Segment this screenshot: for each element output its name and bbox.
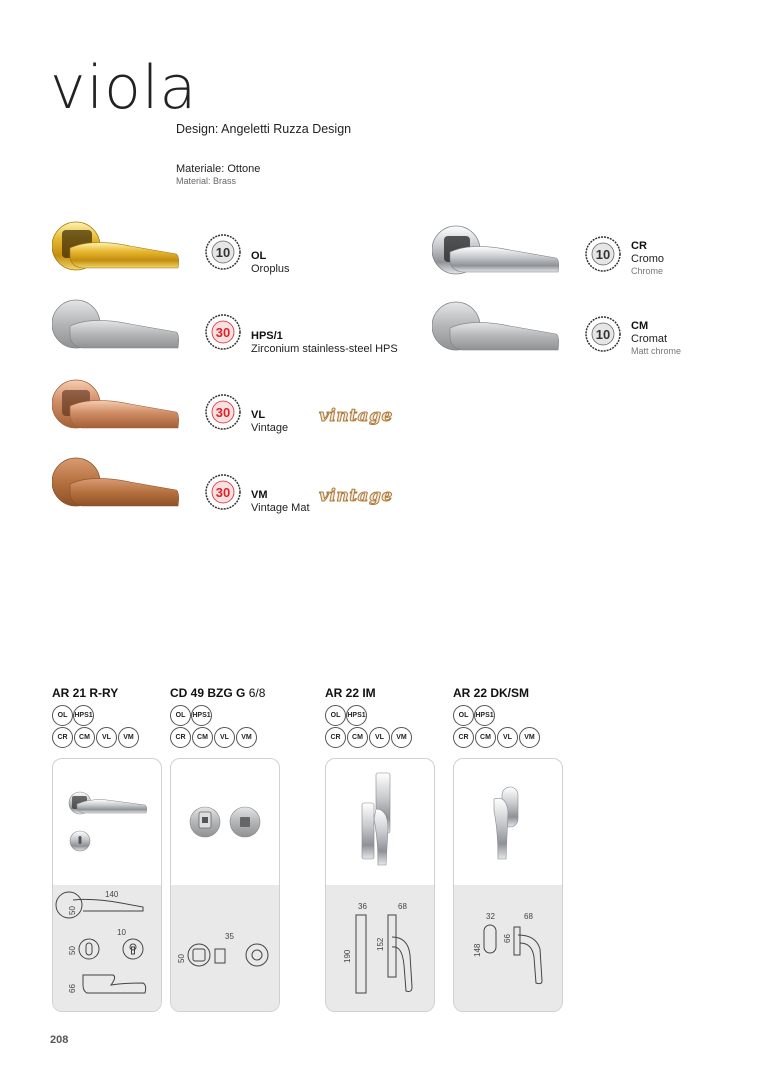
- warranty-seal-10-icon: [585, 316, 621, 352]
- svg-text:10: 10: [595, 247, 611, 262]
- warranty-seal-10-icon: [205, 234, 241, 270]
- finish-badge: VM: [391, 727, 412, 748]
- technical-drawing: [171, 885, 279, 1011]
- material-english: Material: Brass: [176, 176, 237, 186]
- product-title: CD 49 BZG G 6/8: [170, 686, 266, 700]
- warranty-seal-30-icon: [205, 474, 241, 510]
- finish-badge: CR: [170, 727, 191, 748]
- finish-badge: VL: [497, 727, 518, 748]
- dimension-label: 50: [177, 954, 186, 963]
- handle-matt-chrome-image: [432, 300, 562, 356]
- dimension-label: 152: [376, 937, 385, 951]
- product-photo: [53, 759, 161, 885]
- finish-badge: OL: [325, 705, 346, 726]
- finish-code: VL: [251, 409, 266, 421]
- dimension-label: 36: [358, 902, 367, 911]
- material-italian: Materiale: Ottone: [176, 163, 261, 175]
- handle-chrome-image: [432, 224, 562, 280]
- warranty-seal-10-icon: [585, 236, 621, 272]
- finish-badge: OL: [453, 705, 474, 726]
- finish-badge: CR: [52, 727, 73, 748]
- technical-drawing: [53, 885, 161, 1011]
- handle-vintage-mat-image: [52, 456, 182, 512]
- product-card: [170, 758, 280, 1012]
- finish-badge: VL: [214, 727, 235, 748]
- svg-text:30: 30: [215, 325, 231, 340]
- finish-badge: HPS1: [73, 705, 94, 726]
- page-title: viola: [50, 53, 198, 123]
- finish-code: HPS/1: [251, 330, 283, 342]
- finish-badge: CM: [74, 727, 95, 748]
- finish-badge: CM: [475, 727, 496, 748]
- technical-drawing: [454, 885, 562, 1011]
- svg-text:10: 10: [215, 245, 231, 260]
- warranty-seal-30-icon: [205, 394, 241, 430]
- page-number: 208: [50, 1034, 69, 1046]
- product-photo: [171, 759, 279, 885]
- finish-badge: HPS1: [474, 705, 495, 726]
- svg-text:30: 30: [215, 485, 231, 500]
- finish-badge: VL: [96, 727, 117, 748]
- finish-badge: OL: [170, 705, 191, 726]
- vintage-logo: vintage: [319, 406, 393, 426]
- finish-badge: VM: [118, 727, 139, 748]
- finish-badge: VM: [236, 727, 257, 748]
- finish-badge: CR: [453, 727, 474, 748]
- finish-name: Oroplus: [251, 263, 290, 275]
- svg-text:10: 10: [595, 327, 611, 342]
- finish-name: Cromo: [631, 253, 665, 265]
- product-title: AR 22 IM: [325, 686, 376, 700]
- dimension-label: 66: [68, 984, 77, 993]
- finish-name-english: Matt chrome: [631, 346, 682, 356]
- handle-zirconium-image: [52, 298, 182, 354]
- finish-name-english: Chrome: [631, 266, 664, 276]
- finish-badge: CR: [325, 727, 346, 748]
- finish-name: Zirconium stainless-steel HPS: [251, 343, 398, 355]
- finish-code: VM: [251, 489, 268, 501]
- designer-credit: Design: Angeletti Ruzza Design: [176, 122, 352, 136]
- finish-code: CM: [631, 320, 649, 332]
- dimension-label: 50: [68, 906, 77, 915]
- finish-code: CR: [631, 240, 647, 252]
- finish-badge: OL: [52, 705, 73, 726]
- dimension-label: 32: [486, 912, 495, 921]
- dimension-label: 50: [68, 946, 77, 955]
- finish-badge: CM: [347, 727, 368, 748]
- product-title: AR 22 DK/SM: [453, 686, 530, 700]
- product-card: [453, 758, 563, 1012]
- dimension-label: 190: [343, 949, 352, 963]
- finish-badge: VM: [519, 727, 540, 748]
- technical-drawing: [326, 885, 434, 1011]
- vintage-logo: vintage: [319, 486, 393, 506]
- dimension-label: 68: [524, 912, 533, 921]
- product-photo: [454, 759, 562, 885]
- warranty-seal-30-icon: [205, 314, 241, 350]
- handle-gold-image: [52, 220, 182, 276]
- finish-code: OL: [251, 250, 267, 262]
- product-title: AR 21 R-RY: [52, 686, 119, 700]
- dimension-label: 35: [225, 932, 234, 941]
- svg-text:30: 30: [215, 405, 231, 420]
- finish-badge: HPS1: [191, 705, 212, 726]
- dimension-label: 68: [398, 902, 407, 911]
- product-card: [52, 758, 162, 1012]
- dimension-label: 66: [503, 934, 512, 943]
- finish-name: Cromat: [631, 333, 668, 345]
- finish-badge: VL: [369, 727, 390, 748]
- dimension-label: 140: [105, 890, 119, 899]
- product-card: [325, 758, 435, 1012]
- finish-name: Vintage Mat: [251, 502, 310, 514]
- product-photo: [326, 759, 434, 885]
- dimension-label: 148: [473, 943, 482, 957]
- handle-vintage-image: [52, 378, 182, 434]
- dimension-label: 10: [117, 928, 126, 937]
- finish-name: Vintage: [251, 422, 289, 434]
- finish-badge: CM: [192, 727, 213, 748]
- finish-badge: HPS1: [346, 705, 367, 726]
